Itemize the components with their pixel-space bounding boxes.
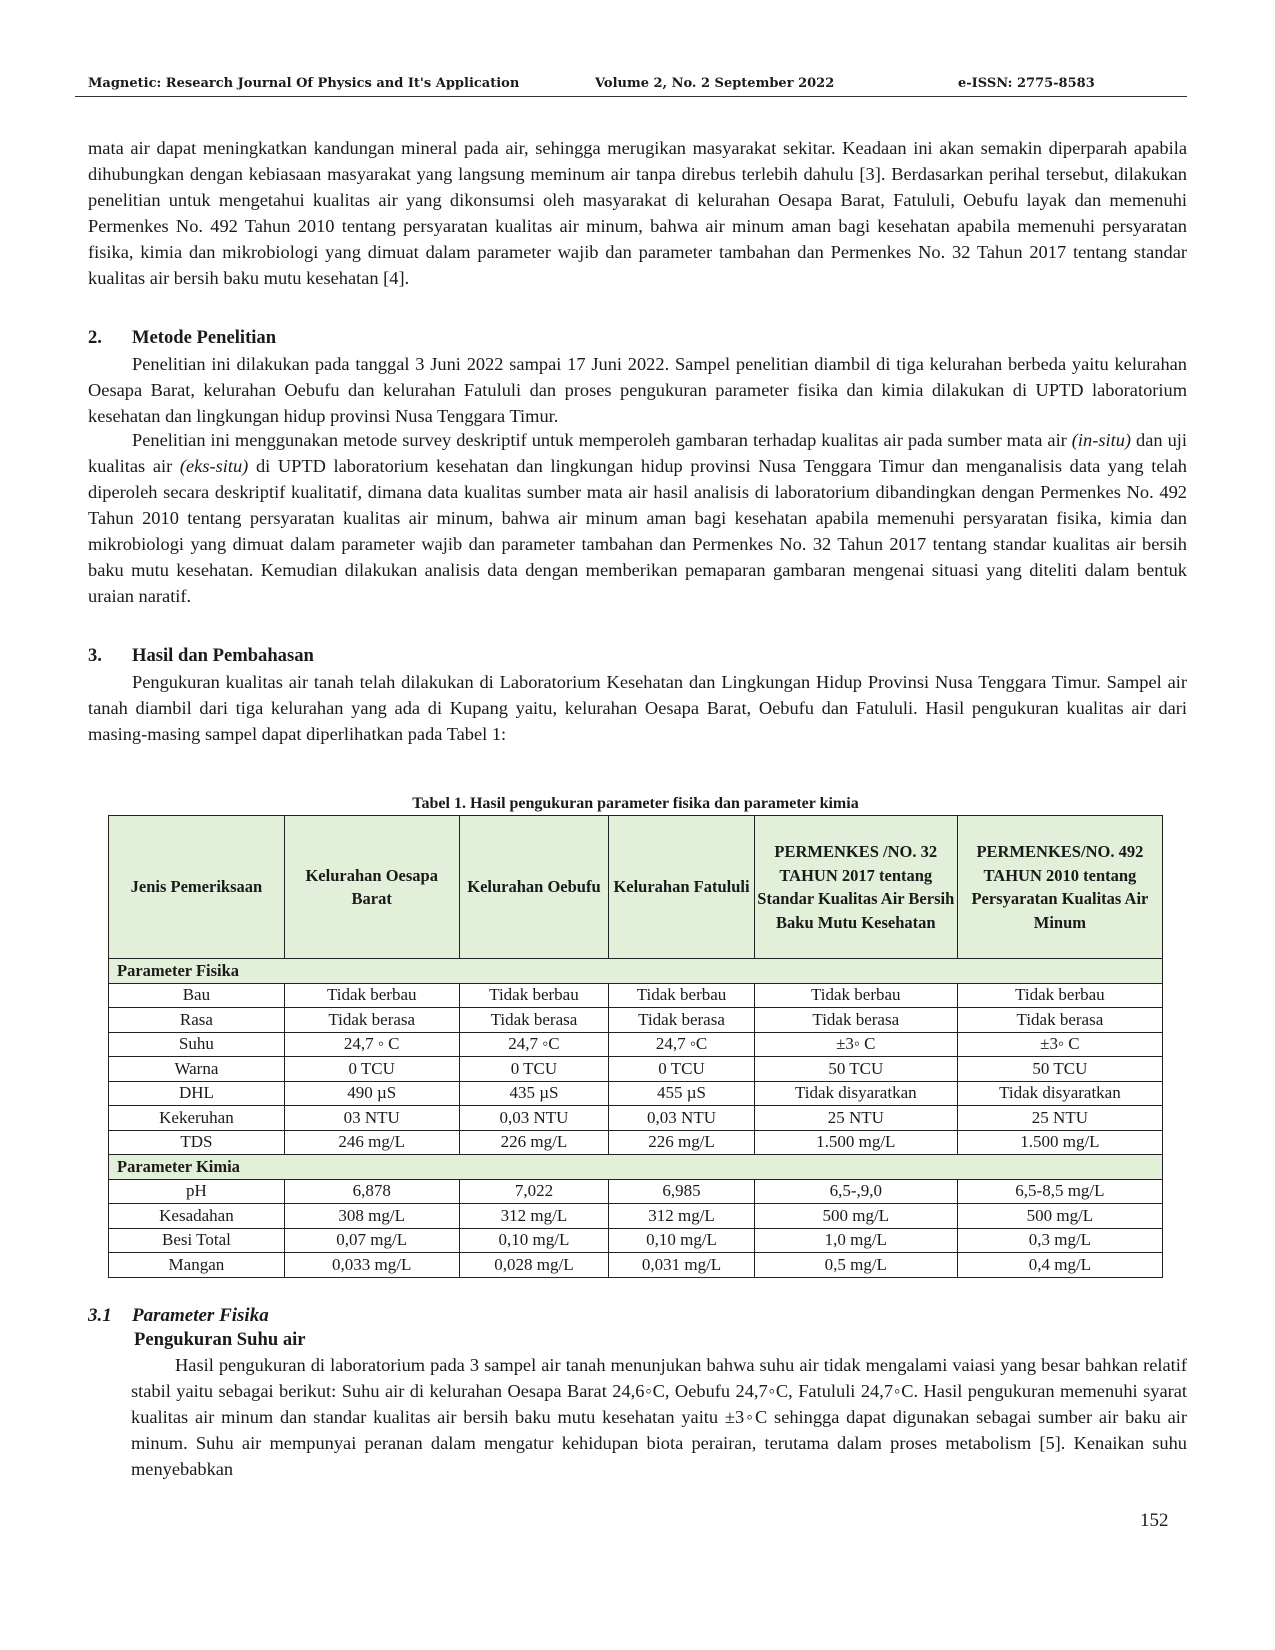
group-row-kimia [109, 1155, 1163, 1180]
table-cell: Kesadahan [109, 1204, 285, 1229]
table-cell: 0,033 mg/L [284, 1253, 459, 1278]
table-cell: ±3◦ C [957, 1032, 1162, 1057]
table-cell: 25 NTU [754, 1106, 957, 1131]
section-2-number: 2. [88, 327, 102, 348]
table-cell: Tidak berbau [459, 983, 609, 1008]
suhu-subheading: Pengukuran Suhu air [134, 1329, 306, 1350]
section-2-paragraph-2 [88, 427, 1187, 609]
header-oesapa: Kelurahan Oesapa Barat [284, 816, 459, 959]
table-row [109, 1081, 1163, 1106]
table-cell: Tidak berbau [609, 983, 754, 1008]
table-row [109, 1253, 1163, 1278]
table-cell: Kekeruhan [109, 1106, 285, 1131]
table-header-row [109, 816, 1163, 959]
table-row [109, 1057, 1163, 1082]
table-cell: ±3◦ C [754, 1032, 957, 1057]
table-cell: 50 TCU [957, 1057, 1162, 1082]
table-cell: 7,022 [459, 1179, 609, 1204]
table-cell: 226 mg/L [609, 1130, 754, 1155]
table-row [109, 983, 1163, 1008]
table-cell: 25 NTU [957, 1106, 1162, 1131]
section-2-heading [88, 327, 276, 349]
table-cell: 1.500 mg/L [957, 1130, 1162, 1155]
table-cell: 0 TCU [459, 1057, 609, 1082]
table-cell: 0,4 mg/L [957, 1253, 1162, 1278]
table-cell: 435 µS [459, 1081, 609, 1106]
table-cell: 1.500 mg/L [754, 1130, 957, 1155]
table-cell: 490 µS [284, 1081, 459, 1106]
table-cell: Tidak disyaratkan [754, 1081, 957, 1106]
table-cell: Tidak disyaratkan [957, 1081, 1162, 1106]
in-situ-term: (in-situ) [1071, 430, 1132, 450]
group-label-fisika: Parameter Fisika [109, 959, 1163, 984]
section-3-title: Hasil dan Pembahasan [132, 645, 314, 666]
table-cell: 24,7 ◦ C [284, 1032, 459, 1057]
volume-info: Volume 2, No. 2 September 2022 [595, 76, 835, 91]
table-cell: Rasa [109, 1008, 285, 1033]
table-cell: Tidak berasa [459, 1008, 609, 1033]
table-cell: Tidak berasa [284, 1008, 459, 1033]
table-cell: 0,10 mg/L [459, 1228, 609, 1253]
table-cell: Tidak berbau [957, 983, 1162, 1008]
table-row [109, 1032, 1163, 1057]
table-caption: Tabel 1. Hasil pengukuran parameter fisika dan parameter kimia [412, 795, 859, 812]
table-cell: 0,5 mg/L [754, 1253, 957, 1278]
section-2-paragraph-1: Penelitian ini dilakukan pada tanggal 3 Juni 2022 sampai 17 Juni 2022. Sampel penelitian diambil di tiga kelurahan berbeda yaitu kelurahan Oesapa Barat, kelurahan Oebufu dan kelurahan Fatululi dan proses pengukuran parameter fisika dan kimia dilakukan di UPTD laboratorium kesehatan dan lingkungan hidup provinsi Nusa Tenggara Timur. [88, 354, 1187, 426]
table-cell: 500 mg/L [754, 1204, 957, 1229]
table-cell: 0,028 mg/L [459, 1253, 609, 1278]
table-cell: 24,7 ◦C [459, 1032, 609, 1057]
table-cell: 312 mg/L [459, 1204, 609, 1229]
table-cell: 1,0 mg/L [754, 1228, 957, 1253]
table-cell: Besi Total [109, 1228, 285, 1253]
table-cell: 50 TCU [754, 1057, 957, 1082]
table-cell: Tidak berbau [754, 983, 957, 1008]
table-row [109, 1106, 1163, 1131]
group-label-kimia: Parameter Kimia [109, 1155, 1163, 1180]
table-cell: 6,878 [284, 1179, 459, 1204]
table-cell: Mangan [109, 1253, 285, 1278]
header-jenis: Jenis Pemeriksaan [109, 816, 285, 959]
issn: e-ISSN: 2775-8583 [958, 76, 1095, 91]
table-cell: 0,031 mg/L [609, 1253, 754, 1278]
table-cell: Tidak berasa [957, 1008, 1162, 1033]
table-cell: 0 TCU [609, 1057, 754, 1082]
intro-paragraph: mata air dapat meningkatkan kandungan mineral pada air, sehingga merugikan masyarakat sekitar. Keadaan ini akan semakin diperparah apabila dihubungkan dengan kebiasaan masyarakat yang langsung meminum air tanpa direbus terlebih dahulu [3]. Berdasarkan perihal tersebut, dilakukan penelitian untuk mengetahui kualitas air yang dikonsumsi oleh masyarakat di kelurahan Oesapa Barat, Fatululi, Oebufu layak dan memenuhi Permenkes No. 492 Tahun 2010 tentang persyaratan kualitas air minum, bahwa air minum aman bagi kesehatan apabila memenuhi persyaratan fisika, kimia dan mikrobiologi yang dimuat dalam parameter wajib dan parameter tambahan dan Permenkes No. 32 Tahun 2017 tentang standar kualitas air bersih baku mutu kesehatan [4]. [88, 138, 1187, 288]
subsection-3-1-title: Parameter Fisika [132, 1305, 269, 1326]
table-cell: 24,7 ◦C [609, 1032, 754, 1057]
table-cell: 0,07 mg/L [284, 1228, 459, 1253]
table-cell: 455 µS [609, 1081, 754, 1106]
table-cell: pH [109, 1179, 285, 1204]
table-cell: 0,03 NTU [609, 1106, 754, 1131]
header-permenkes-492: PERMENKES/NO. 492 TAHUN 2010 tentang Persyaratan Kualitas Air Minum [957, 816, 1162, 959]
table-cell: 246 mg/L [284, 1130, 459, 1155]
group-row-fisika [109, 959, 1163, 984]
table-row [109, 1130, 1163, 1155]
journal-name: Magnetic: Research Journal Of Physics and It's Application [88, 76, 520, 91]
section-3-number: 3. [88, 645, 102, 666]
table-cell: 312 mg/L [609, 1204, 754, 1229]
p2-part-c: di UPTD laboratorium kesehatan dan lingkungan hidup provinsi Nusa Tenggara Timur dan menganalisis data yang telah diperoleh secara deskriptif kualitatif, dimana data kualitas sumber mata air hasil analisis di laboratorium dibandingkan dengan Permenkes No. 492 Tahun 2010 tentang persyaratan kualitas air minum, bahwa air minum aman bagi kesehatan apabila memenuhi persyaratan fisika, kimia dan mikrobiologi yang dimuat dalam parameter wajib dan parameter tambahan dan Permenkes No. 32 Tahun 2017 tentang standar kualitas air bersih baku mutu kesehatan. Kemudian dilakukan analisis data dengan memberikan pemaparan gambaran mengenai situasi yang diteliti dalam bentuk uraian naratif. [88, 456, 1188, 606]
p2-part-a: Penelitian ini menggunakan metode survey deskriptif untuk memperoleh gambaran terhadap kualitas air pada sumber mata air [132, 430, 1072, 450]
table-cell: DHL [109, 1081, 285, 1106]
section-3-paragraph-1: Pengukuran kualitas air tanah telah dilakukan di Laboratorium Kesehatan dan Lingkungan Hidup Provinsi Nusa Tenggara Timur. Sampel air tanah diambil dari tiga kelurahan yang ada di Kupang yaitu, kelurahan Oesapa Barat, Oebufu dan Fatululi. Hasil pengukuran kualitas air dari masing-masing sampel dapat diperlihatkan pada Tabel 1: [88, 672, 1187, 744]
eks-situ-term: (eks-situ) [179, 456, 249, 476]
section-2-title: Metode Penelitian [132, 327, 277, 348]
table-cell: 03 NTU [284, 1106, 459, 1131]
table-cell: Warna [109, 1057, 285, 1082]
table-cell: Bau [109, 983, 285, 1008]
section-3-heading [88, 645, 314, 667]
table-cell: 226 mg/L [459, 1130, 609, 1155]
table-cell: Tidak berbau [284, 983, 459, 1008]
table-cell: 0,3 mg/L [957, 1228, 1162, 1253]
table-cell: TDS [109, 1130, 285, 1155]
table-cell: Tidak berasa [754, 1008, 957, 1033]
header-oebufu: Kelurahan Oebufu [459, 816, 609, 959]
table-cell: 6,5-8,5 mg/L [957, 1179, 1162, 1204]
table-cell: 308 mg/L [284, 1204, 459, 1229]
subsection-3-1-number: 3.1 [88, 1305, 112, 1326]
table-cell: 6,985 [609, 1179, 754, 1204]
table-cell: Tidak berasa [609, 1008, 754, 1033]
subsection-3-1-heading [88, 1305, 269, 1327]
table-body [109, 959, 1163, 1278]
table-row [109, 1179, 1163, 1204]
page-number: 152 [1140, 1510, 1169, 1531]
p2-part-b: dan uji kualitas air [88, 430, 1187, 476]
suhu-paragraph: Hasil pengukuran di laboratorium pada 3 sampel air tanah menunjukan bahwa suhu air tidak mengalami vaiasi yang besar bahkan relatif stabil yaitu sebagai berikut: Suhu air di kelurahan Oesapa Barat 24,6◦C, Oebufu 24,7◦C, Fatululi 24,7◦C. Hasil pengukuran memenuhi syarat kualitas air minum dan standar kualitas air bersih baku mutu kesehatan yaitu ±3◦C sehingga dapat digunakan sebagai sumber air baku air minum. Suhu air mempunyai peranan dalam mengatur kehidupan biota perairan, terutama dalam proses metabolism [5]. Kenaikan suhu menyebabkan [131, 1355, 1187, 1479]
header-permenkes-32: PERMENKES /NO. 32 TAHUN 2017 tentang Standar Kualitas Air Bersih Baku Mutu Kesehatan [754, 816, 957, 959]
table-row [109, 1204, 1163, 1229]
running-header [75, 74, 1187, 97]
table-row [109, 1008, 1163, 1033]
table-cell: 0,10 mg/L [609, 1228, 754, 1253]
table-row [109, 1228, 1163, 1253]
header-fatululi: Kelurahan Fatululi [609, 816, 754, 959]
table-cell: 0 TCU [284, 1057, 459, 1082]
results-table [108, 815, 1163, 1278]
table-cell: 6,5-,9,0 [754, 1179, 957, 1204]
table-cell: 0,03 NTU [459, 1106, 609, 1131]
table-cell: Suhu [109, 1032, 285, 1057]
table-cell: 500 mg/L [957, 1204, 1162, 1229]
